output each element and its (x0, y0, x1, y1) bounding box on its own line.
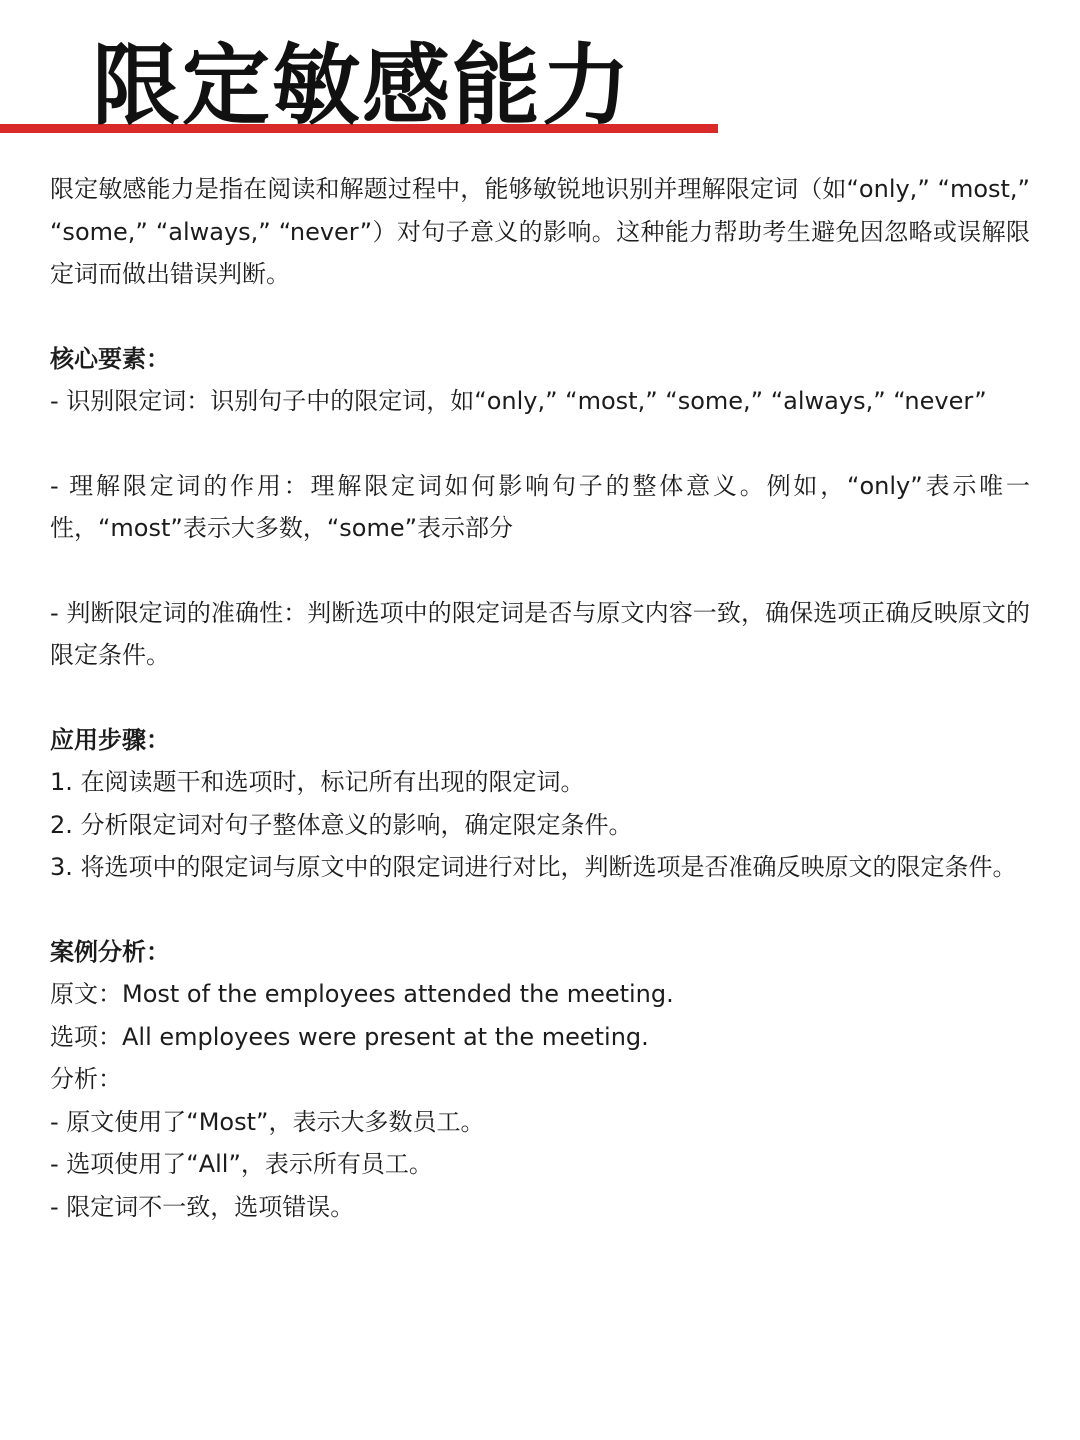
intro-paragraph: 限定敏感能力是指在阅读和解题过程中，能够敏锐地识别并理解限定词（如“only,” “most,” “some,” “always,” “never”）对句子意义的影响。这种能力帮助考生避免因忽略或误解限定词而做出错误判断。 (50, 175, 1030, 288)
case-analysis-label: 分析： (50, 1065, 122, 1093)
steps-heading: 应用步骤： (50, 725, 170, 754)
case-analysis-point: - 选项使用了“All”，表示所有员工。 (50, 1150, 433, 1178)
article-body (50, 168, 1030, 1228)
page-title: 限定敏感能力 (92, 34, 633, 137)
core-item-understand: - 理解限定词的作用：理解限定词如何影响句子的整体意义。例如，“only”表示唯一性，“most”表示大多数，“some”表示部分 (50, 471, 1030, 542)
step-item-3: 3. 将选项中的限定词与原文中的限定词进行对比，判断选项是否准确反映原文的限定条件。 (50, 853, 1017, 881)
case-analysis-point: - 限定词不一致，选项错误。 (50, 1192, 355, 1221)
spacer (50, 423, 1030, 465)
spacer (50, 550, 1030, 592)
step-item-1: 1. 在阅读题干和选项时，标记所有出现的限定词。 (50, 768, 585, 796)
spacer (50, 677, 1030, 719)
core-item-judge: - 判断限定词的准确性：判断选项中的限定词是否与原文内容一致，确保选项正确反映原文的限定条件。 (50, 598, 1030, 669)
case-original-sentence: 原文：Most of the employees attended the meeting. (50, 980, 674, 1008)
core-heading: 核心要素： (50, 344, 170, 373)
case-heading: 案例分析： (50, 937, 170, 966)
step-item-2: 2. 分析限定词对句子整体意义的影响，确定限定条件。 (50, 810, 633, 839)
case-analysis-point: - 原文使用了“Most”，表示大多数员工。 (50, 1107, 485, 1136)
case-option-sentence: 选项：All employees were present at the meeting. (50, 1022, 649, 1051)
spacer (50, 889, 1030, 931)
spacer (50, 296, 1030, 338)
core-item-identify: - 识别限定词：识别句子中的限定词，如“only,” “most,” “some,” “always,” “never” (50, 387, 987, 415)
